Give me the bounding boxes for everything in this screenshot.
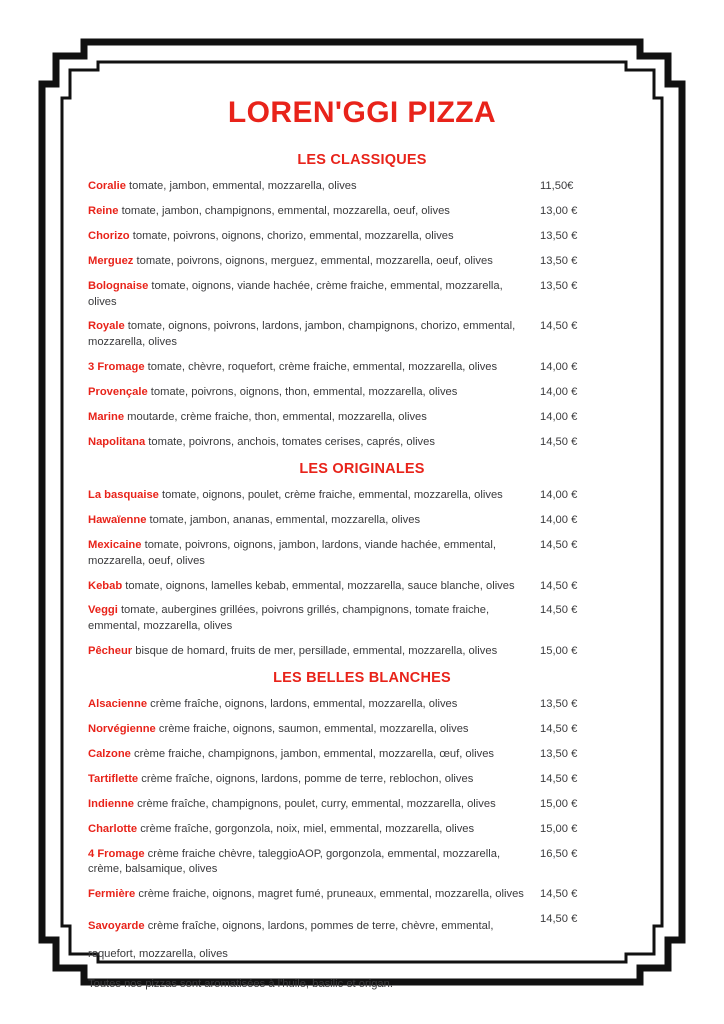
menu-item-price: 14,50 € [540,723,578,736]
menu-item-text [88,254,540,270]
menu-item-price: 13,50 € [540,254,578,267]
menu-item-description: tomate, oignons, poulet, crème fraiche, emmental, mozzarella, olives [158,488,503,501]
menu-item-price: 11,50€ [540,180,574,192]
menu-item-name: Veggi [88,604,118,617]
menu-item-price: 14,00 € [540,488,578,501]
menu-item-kebab [78,579,646,595]
menu-item-text [88,847,540,879]
menu-item-name: Charlotte [88,822,138,835]
menu-item-price: 14,50 € [540,913,578,926]
menu-item-name: Marine [88,411,125,424]
menu-item-description: tomate, poivrons, oignons, thon, emmental, mozzarella, olives [147,386,458,399]
menu-item-text [88,360,540,376]
menu-item-text [88,538,540,570]
section-items-belles-blanches [78,697,646,968]
menu-item-tartiflette [78,772,646,788]
menu-item-name: Coralie [88,180,126,192]
menu-item-name: Provençale [88,386,148,399]
menu-item-chorizo [78,229,646,245]
menu-item-price: 14,50 € [540,538,578,551]
section-heading-classiques: LES CLASSIQUES [297,152,427,168]
menu-item-name: Hawaïenne [88,513,147,526]
menu-item-savoyarde [78,912,646,968]
section-items-originales [78,488,646,660]
menu-item-name: Royale [88,320,125,333]
menu-item-name: Pêcheur [88,645,133,658]
menu-item-name: Bolognaise [88,279,149,292]
menu-item-text [88,229,540,245]
menu-item-mexicaine [78,538,646,570]
menu-item-description: crème fraîche, oignons, lardons, pomme de terre, reblochon, olives [138,772,474,785]
menu-item-description: crème fraîche, champignons, poulet, curry, emmental, mozzarella, olives [134,797,496,810]
menu-item-name: Savoyarde [88,920,145,933]
menu-item-description: tomate, jambon, champignons, emmental, mozzarella, oeuf, olives [118,204,450,217]
menu-item-description: tomate, jambon, ananas, emmental, mozzarella, olives [146,513,421,526]
menu-item-coralie [78,179,646,195]
menu-item-description: crème fraîche, oignons, lardons, pommes de terre, chèvre, emmental, roquefort, mozzarella, olives [88,920,494,961]
menu-item-name: Chorizo [88,229,130,242]
menu-item-text [88,722,540,738]
menu-item-royale [78,319,646,351]
menu-item-description: tomate, oignons, lamelles kebab, emmental, mozzarella, sauce blanche, olives [122,579,515,592]
menu-item-price: 14,00 € [540,411,578,424]
menu-item-text [88,644,540,660]
menu-item-fermiere [78,887,646,903]
menu-item-price: 14,50 € [540,888,578,901]
menu-item-price: 13,50 € [540,279,578,292]
menu-item-price: 14,50 € [540,579,578,592]
menu-item-description: tomate, chèvre, roquefort, crème fraiche, emmental, mozzarella, olives [144,361,498,374]
menu-item-text [88,410,540,426]
menu-item-description: crème fraîche, oignons, lardons, emmental, mozzarella, olives [147,698,458,711]
menu-item-name: Norvégienne [88,723,156,736]
section-items-classiques [78,179,646,451]
menu-item-price: 14,50 € [540,772,578,785]
menu-item-description: tomate, aubergines grillées, poivrons grillés, champignons, tomate fraiche, emmental, mozzarella, olives [88,604,490,633]
menu-item-text [88,319,540,351]
menu-item-description: tomate, poivrons, oignons, merguez, emmental, mozzarella, oeuf, olives [133,254,493,267]
menu-item-veggi [78,603,646,635]
menu-item-description: tomate, jambon, emmental, mozzarella, olives [125,180,357,192]
menu-item-marine [78,410,646,426]
menu-item-price: 15,00 € [540,645,578,658]
menu-item-text [88,488,540,504]
menu-item-description: tomate, poivrons, anchois, tomates cerises, caprés, olives [145,435,435,448]
menu-item-text [88,912,540,968]
menu-item-price: 13,50 € [540,747,578,760]
menu-item-description: crème fraîche, gorgonzola, noix, miel, emmental, mozzarella, olives [137,822,475,835]
menu-item-price: 13,50 € [540,698,578,711]
menu-item-description: tomate, oignons, viande hachée, crème fraiche, emmental, mozzarella, olives [88,279,503,308]
menu-item-text [88,603,540,635]
menu-item-text [88,697,540,713]
menu-item-price: 14,00 € [540,513,578,526]
menu-item-price: 15,00 € [540,822,578,835]
menu-item-text [88,772,540,788]
menu-item-text [88,385,540,401]
menu-item-name: Alsacienne [88,698,148,711]
menu-item-description: tomate, poivrons, oignons, chorizo, emmental, mozzarella, olives [129,229,454,242]
menu-item-description: crème fraiche, champignons, jambon, emmental, mozzarella, œuf, olives [130,747,495,760]
menu-item-price: 14,50 € [540,604,578,617]
menu-item-text [88,887,540,903]
menu-item-calzone [78,747,646,763]
menu-item-name: Mexicaine [88,538,142,551]
menu-item-name: 3 Fromage [88,361,145,374]
menu-item-la-basquaise [78,488,646,504]
menu-item-price: 14,50 € [540,435,578,448]
menu-item-name: 4 Fromage [88,847,145,860]
menu-item-price: 16,50 € [540,847,578,860]
menu-item-text [88,747,540,763]
menu-item-3-fromage [78,360,646,376]
page-title: LOREN'GGI PIZZA [227,96,497,129]
menu-item-hawaienne [78,513,646,529]
menu-item-description: tomate, poivrons, oignons, jambon, lardons, viande hachée, emmental, mozzarella, oeuf, olives [88,538,496,567]
menu-item-price: 14,50 € [540,320,578,333]
menu-item-description: tomate, oignons, poivrons, lardons, jambon, champignons, chorizo, emmental, mozzarella, olives [88,320,516,349]
menu-item-description: crème fraiche, oignons, magret fumé, pruneaux, emmental, mozzarella, olives [135,888,524,901]
menu-item-charlotte [78,822,646,838]
menu-item-name: Fermière [88,888,136,901]
menu-item-4-fromage [78,847,646,879]
menu-item-name: Tartiflette [88,772,139,785]
menu-item-text [88,513,540,529]
menu-item-bolognaise [78,279,646,311]
menu-item-description: crème fraiche chèvre, taleggioAOP, gorgonzola, emmental, mozzarella, crème, balsamique, olives [88,847,501,876]
menu-footnote: Toutes nos pizzas sont aromatisées à l'huile, basilic et origan. [88,978,393,991]
menu-item-text [88,204,540,220]
menu-item-description: moutarde, crème fraiche, thon, emmental, mozzarella, olives [124,411,427,424]
menu-item-text [88,797,540,813]
menu-item-text [88,822,540,838]
menu-item-text [88,579,540,595]
menu-item-price: 13,50 € [540,229,578,242]
menu-item-provencale [78,385,646,401]
menu-item-pecheur [78,644,646,660]
menu-item-name: La basquaise [88,488,159,501]
menu-item-merguez [78,254,646,270]
menu-item-text [88,279,540,311]
menu-item-price: 15,00 € [540,797,578,810]
section-heading-originales: LES ORIGINALES [299,460,425,477]
menu-item-price: 13,00 € [540,204,578,217]
menu-item-indienne [78,797,646,813]
menu-item-text [88,179,540,195]
menu-container [78,78,646,991]
menu-item-name: Calzone [88,747,131,760]
menu-item-name: Merguez [88,254,134,267]
menu-item-alsacienne [78,697,646,713]
menu-item-description: bisque de homard, fruits de mer, persillade, emmental, mozzarella, olives [132,645,498,658]
menu-item-description: crème fraiche, oignons, saumon, emmental, mozzarella, olives [155,723,469,736]
menu-item-name: Reine [88,204,119,217]
menu-item-name: Indienne [88,797,134,810]
menu-item-name: Kebab [88,579,123,592]
menu-item-name: Napolitana [88,435,146,448]
menu-item-reine [78,204,646,220]
menu-item-price: 14,00 € [540,361,578,374]
menu-item-napolitana [78,435,646,451]
menu-item-norvegienne [78,722,646,738]
section-heading-belles-blanches: LES BELLES BLANCHES [273,670,451,687]
menu-item-text [88,435,540,451]
menu-item-price: 14,00 € [540,386,578,399]
